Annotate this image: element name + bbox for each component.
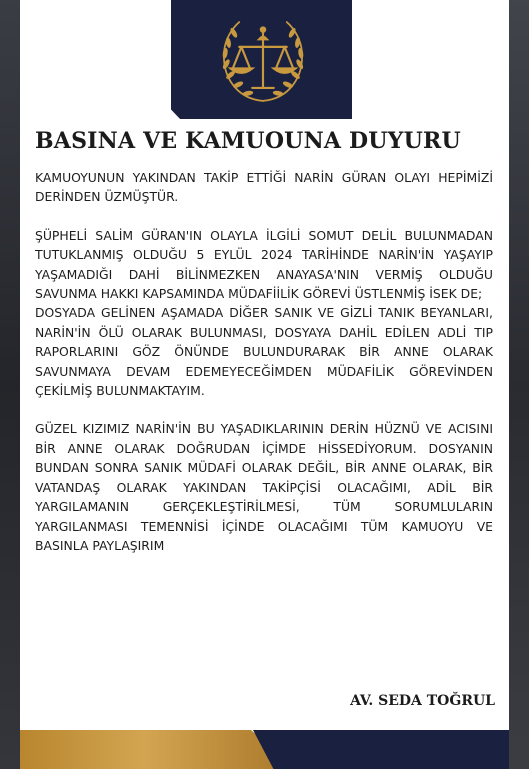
paragraph: KAMUOYUNUN YAKINDAN TAKİP ETTİĞİ NARİN GÜRAN OLAYI HEPİMİZİ DERİNDEN ÜZMÜŞTÜR. [35, 170, 493, 205]
signature: AV. SEDA TOĞRUL [350, 693, 495, 709]
footer-decoration [20, 730, 509, 769]
paragraph: GÜZEL KIZIMIZ NARİN'İN BU YAŞADIKLARININ DERİN HÜZNÜ VE ACISINI BİR ANNE OLARAK DOĞRUDAN İÇİMDE HİSSEDİYORUM. DOSYANIN BUNDAN SONRA SANIK MÜDAFİ OLARAK DEĞİL, BİR ANNE OLARAK, BİR VATANDAŞ OLARAK YAKINDAN TAKİPÇİSİ OLACAĞIMI, ADİL BİR YARGILAMANIN GERÇEKLEŞTİRİLMESİ, TÜM SORUMLULARIN YARGILANMASI TEMENNİSİ İÇİNDE OLACAĞIMI TÜM KAMUOYU VE BASINLA PAYLAŞIRIM [35, 421, 493, 553]
paragraph: DOSYADA GELİNEN AŞAMADA DİĞER SANIK VE GİZLİ TANIK BEYANLARI, NARİN'İN ÖLÜ OLARAK BULUNMASI, DOSYAYA DAHİL EDİLEN ADLİ TIP RAPORLARINI GÖZ ÖNÜNDE BULUNDURARAK BİR ANNE OLARAK SAVUNMAYA DEVAM EDEMEYECEĞİMDEN MÜDAFİLİK GÖREVİNDEN ÇEKİLMİŞ BULUNMAKTAYIM. [35, 305, 493, 399]
page-title: BASINA VE KAMUOUNA DUYURU [35, 128, 461, 154]
footer-gold-stripe [20, 730, 295, 769]
announcement-document [20, 0, 509, 769]
announcement-body [35, 168, 493, 555]
background-right [509, 0, 529, 769]
paragraph: ŞÜPHELİ SALİM GÜRAN'IN OLAYLA İLGİLİ SOMUT DELİL BULUNMADAN TUTUKLANMIŞ OLDUĞU 5 EYLÜL 2024 TARİHİNDE NARİN'İN YAŞAYIP YAŞAMADIĞI DAHİ BİLİNMEZKEN ANAYASA'NIN VERMİŞ OLDUĞU SAVUNMA HAKKI KAPSAMINDA MÜDAFİİLİK GÖREVİ ÜSTLENMİŞ İSEK DE; [35, 227, 493, 302]
footer-navy-stripe [253, 730, 509, 769]
background-left [0, 0, 20, 769]
scales-of-justice-laurel-icon [209, 8, 317, 116]
